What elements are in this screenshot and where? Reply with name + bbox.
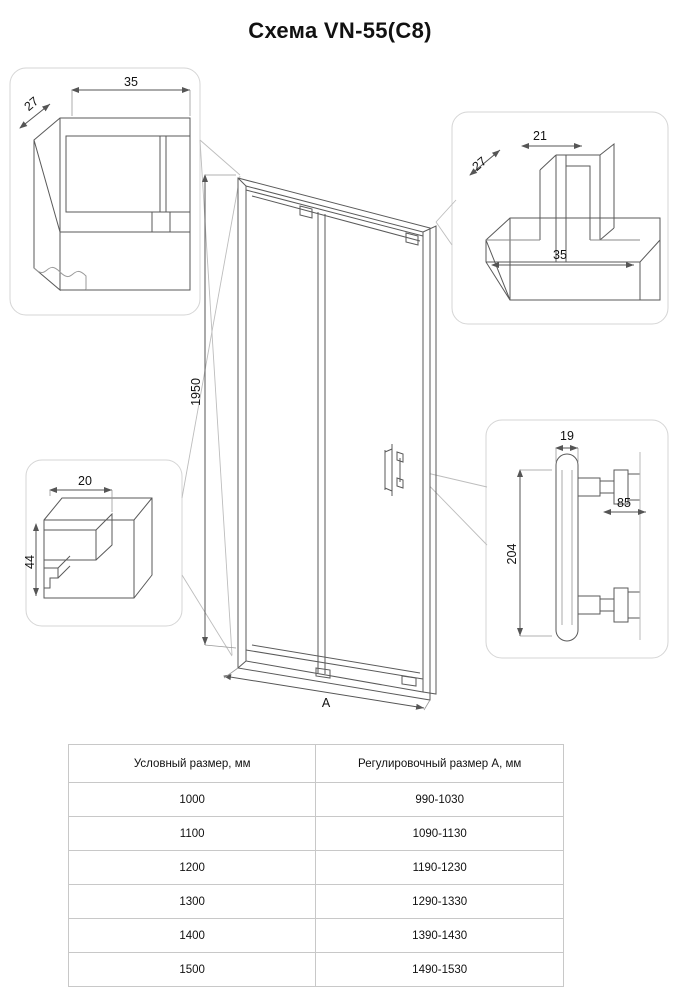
callout-bottom-left-profile [36,490,152,598]
dim-label-top-left-27: 27 [21,94,42,114]
cell-adjust: 1190-1230 [316,851,564,885]
table-row [69,885,564,919]
cell-adjust: 990-1030 [316,783,564,817]
cell-adjust: 1390-1430 [316,919,564,953]
dim-label-handle-19: 19 [560,429,574,443]
page-title: Схема VN-55(C8) [248,18,432,43]
table-row [69,783,564,817]
cell-nominal: 1400 [69,919,316,953]
dim-label-top-right-27: 27 [469,154,490,174]
callout-handle-detail [520,448,646,641]
table-row [69,851,564,885]
dim-label-handle-85: 85 [617,496,631,510]
table-row [69,817,564,851]
dim-label-bottom-left-20: 20 [78,474,92,488]
cell-nominal: 1200 [69,851,316,885]
dim-label-top-left-35: 35 [124,75,138,89]
table-header-row [69,745,564,783]
dim-label-height-1950: 1950 [189,378,203,406]
callout-top-right-profile [470,144,660,300]
cell-nominal: 1300 [69,885,316,919]
dim-label-top-right-21: 21 [533,129,547,143]
dim-label-width-A: A [321,696,331,710]
cell-nominal: 1100 [69,817,316,851]
cell-adjust: 1290-1330 [316,885,564,919]
dim-label-handle-204: 204 [505,543,519,565]
dim-label-bottom-left-44: 44 [23,555,37,569]
dimension-height-1950 [205,175,236,648]
table-row [69,919,564,953]
cell-adjust: 1490-1530 [316,953,564,987]
main-shower-door-view [238,178,436,700]
callout-top-left-profile [20,90,190,290]
table-header-nominal-size: Условный размер, мм [69,745,316,783]
cell-adjust: 1090-1130 [316,817,564,851]
table-header-adjustment-size: Регулировочный размер А, мм [316,745,564,783]
cell-nominal: 1000 [69,783,316,817]
cell-nominal: 1500 [69,953,316,987]
size-table [68,744,564,987]
dim-label-top-right-35: 35 [553,248,567,262]
